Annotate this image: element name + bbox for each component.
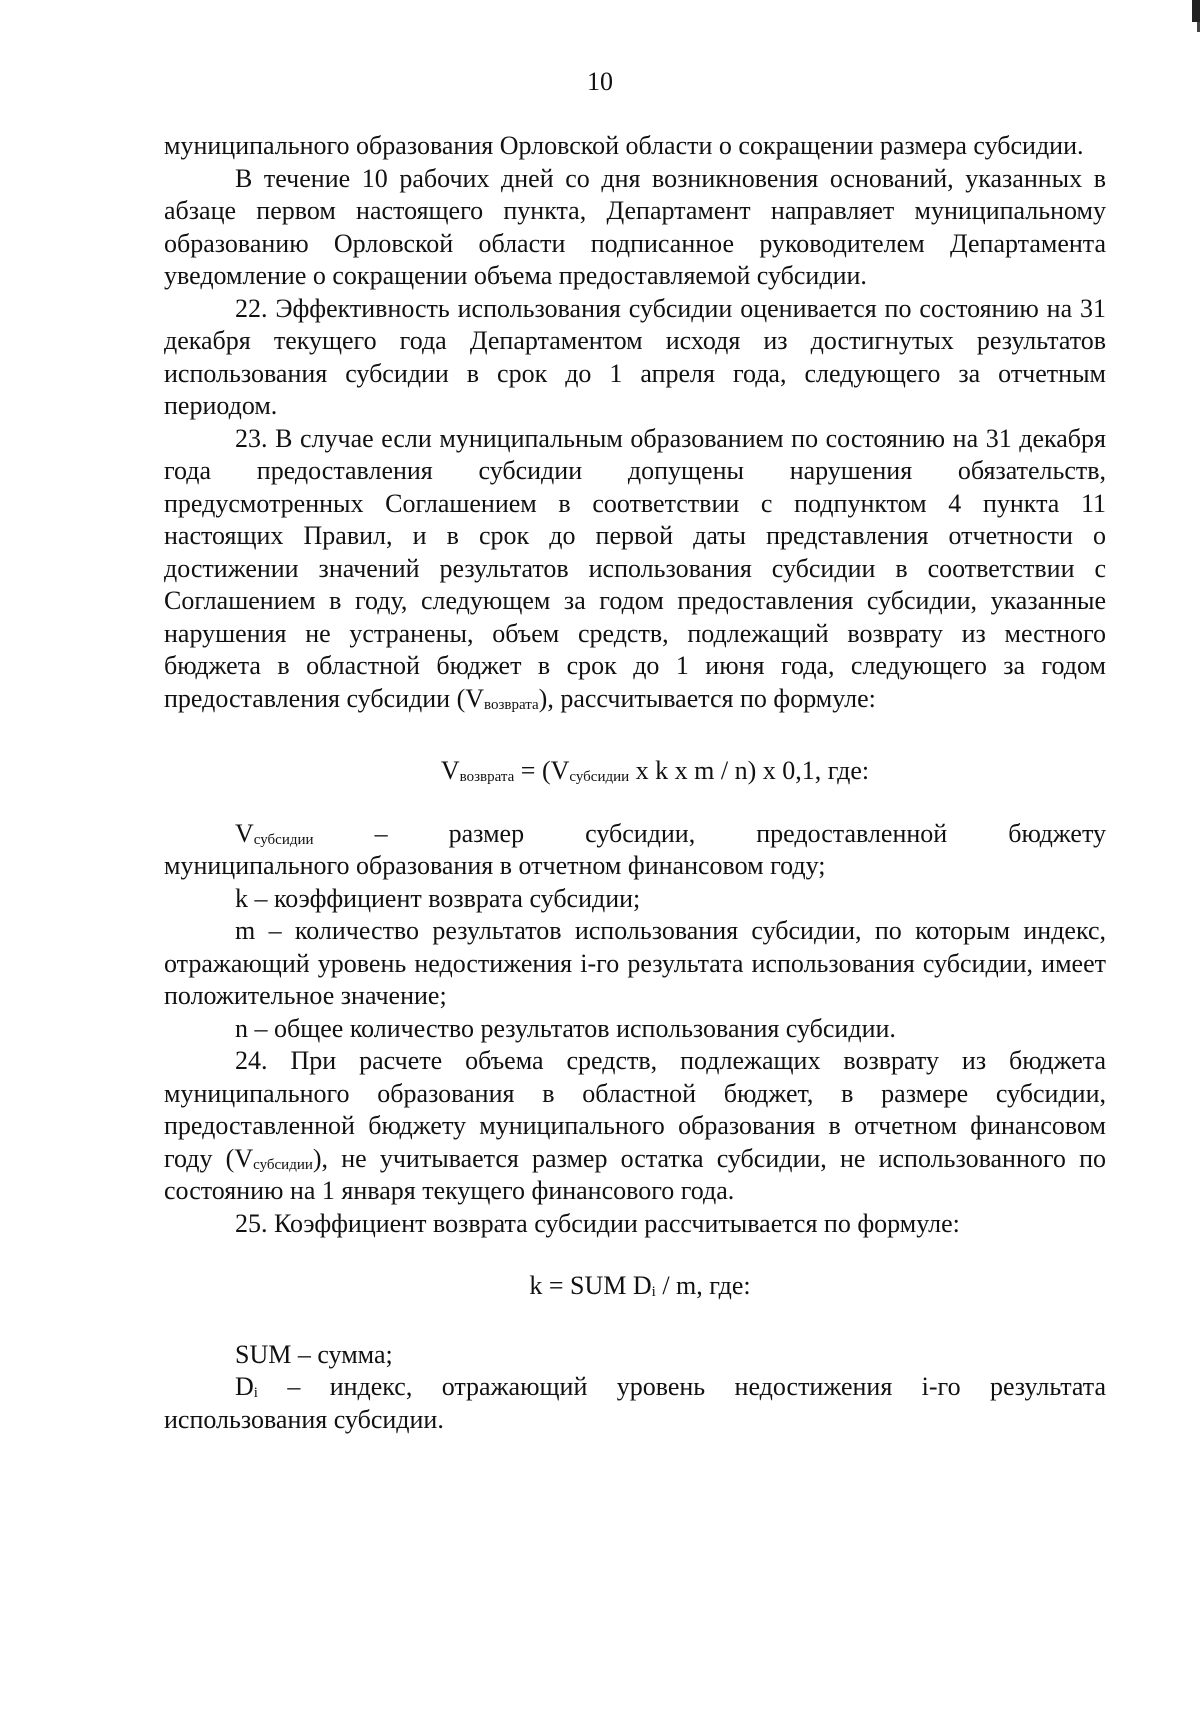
definition-sum: SUM – сумма; (235, 1339, 393, 1369)
paragraph-23-text-end: ), рассчитывается по формуле: (538, 683, 876, 713)
definition-k: k – коэффициент возврата субсидии; (235, 883, 641, 913)
formula-subscript: возврата (459, 769, 515, 785)
formula-return-volume: $V_{возврата} = (V_{субсидии}$ x k x m / n) x 0,1, где: (440, 756, 870, 785)
paragraph-22: 22. Эффективность использования субсидии оценивается по состоянию на 31 декабря текущего года Департаментом исходя из достигнутых результатов использования субсидии в срок до 1 апреля года, следующего за отчетным периодом. (164, 293, 1106, 420)
definition-d: $D_i$ – индекс, отражающий уровень недостижения i-го результата использования субсидии. (164, 1372, 1106, 1434)
subscript-subsidy: субсидии (253, 1156, 313, 1173)
subscript-return: возврата (484, 696, 539, 713)
formula-subscript: субсидии (569, 769, 630, 785)
definition-symbol: $V_{субсидии}$ (235, 818, 314, 848)
page-number: 10 (587, 67, 613, 96)
definition-word: – (374, 818, 388, 848)
paragraph-25: 25. Коэффициент возврата субсидии рассчитывается по формуле: (235, 1208, 960, 1238)
definition-v-subsidy (164, 818, 1106, 851)
paragraph-23 (164, 423, 1106, 716)
paragraph-continuation: муниципального образования Орловской области о сокращении размера субсидии. (164, 131, 1084, 160)
paragraph-23-text: 23. В случае если муниципальным образованием по состоянию на 31 декабря года предоставления субсидии допущены нарушения обязательств, предусмотренных Соглашением в соответствии с подпунктом 4 пункта 11 настоящих Правил, и в срок до первой даты представления отчетности о достижении значений результатов использования субсидии в соответствии с Соглашением в году, следующем за годом предоставления субсидии, указанные нарушения не устранены, объем средств, подлежащий возврату из местного бюджета в областной бюджет в срок до 1 июня года, следующего за годом предоставления субсидии (V (164, 423, 1106, 713)
definition-n: n – общее количество результатов использования субсидии. (235, 1013, 896, 1043)
formula-subscript: i (651, 1284, 656, 1300)
definition-word: субсидии, (585, 818, 696, 848)
definition-word: предоставленной (756, 818, 948, 848)
definition-m: m – количество результатов использования субсидии, по которым индекс, отражающий уровень недостижения i-го результата использования субсидии, имеет положительное значение; (164, 916, 1106, 1010)
definition-v-subsidy-tail: муниципального образования в отчетном финансовом году; (164, 851, 826, 880)
definition-word: размер (448, 818, 525, 848)
definition-word: бюджету (1008, 818, 1106, 848)
formula-coefficient: k = SUM $D_i$ / m, где: (529, 1271, 751, 1300)
paragraph-notice: В течение 10 рабочих дней со дня возникновения оснований, указанных в абзаце первом настоящего пункта, Департамент направляет муниципальному образованию Орловской области подписанное руководителем Департамента уведомление о сокращении объема предоставляемой субсидии. (164, 163, 1106, 290)
scan-edge-mark (1192, 0, 1200, 22)
document-body (164, 130, 1106, 1436)
paragraph-24: 24. При расчете объема средств, подлежащих возврату из бюджета муниципального образования в областной бюджет, в размере субсидии, предоставленной бюджету муниципального образования в отчетном финансовом году $(V_{субсидии})$, не учитывается размер остатка субсидии, не использованного по состоянию на 1 января текущего финансового года. (164, 1046, 1106, 1205)
